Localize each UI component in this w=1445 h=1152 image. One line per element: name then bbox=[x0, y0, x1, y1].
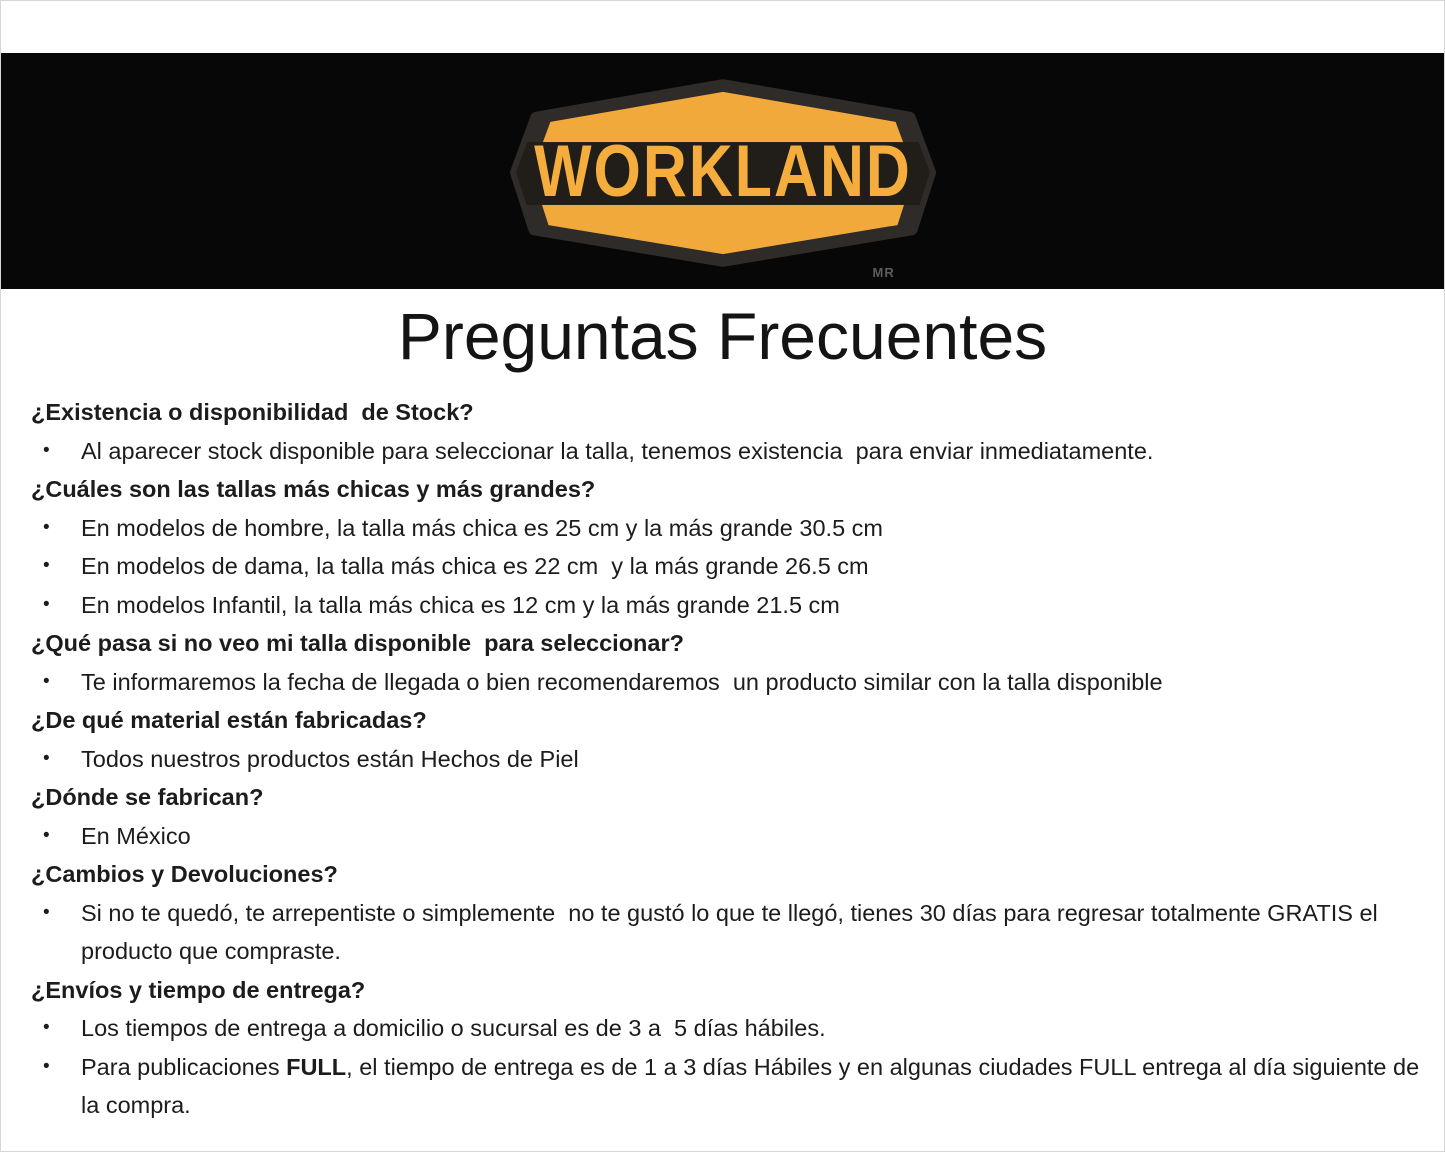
answer-text: Todos nuestros productos están Hechos de Piel bbox=[81, 745, 579, 772]
faq-answer bbox=[31, 740, 1423, 779]
faq-answer bbox=[31, 1048, 1426, 1125]
bullet-icon: • bbox=[43, 555, 50, 576]
faq-answer bbox=[31, 663, 1423, 702]
answer-text: Te informaremos la fecha de llegada o bien recomendaremos un producto similar con la talla disponible bbox=[81, 668, 1163, 695]
bullet-icon: • bbox=[43, 516, 50, 538]
faq-answer bbox=[31, 817, 1423, 856]
faq-question: ¿Dónde se fabrican? bbox=[31, 784, 264, 810]
bullet-icon: • bbox=[43, 1017, 50, 1038]
faq-answer bbox=[31, 547, 1423, 586]
trademark-label: MR bbox=[872, 265, 895, 280]
faq-question: ¿Cuáles son las tallas más chicas y más grandes? bbox=[31, 476, 596, 502]
answer-text: Si no te quedó, te arrepentiste o simplemente no te gustó lo que te llegó, tienes 30 días para regresar totalmente GRATIS el producto que compraste. bbox=[81, 899, 1385, 964]
answer-text: , el tiempo de entrega es de 1 a 3 días Hábiles y en algunas ciudades FULL entrega al día siguiente de la compra. bbox=[81, 1053, 1426, 1118]
brand-wordmark: WORKLAND bbox=[533, 131, 912, 213]
faq-list bbox=[31, 393, 1426, 1125]
bullet-icon: • bbox=[43, 593, 50, 615]
faq-question: ¿Qué pasa si no veo mi talla disponible para seleccionar? bbox=[31, 630, 684, 656]
bullet-icon: • bbox=[43, 747, 50, 769]
faq-answer bbox=[31, 432, 1423, 471]
faq-question: ¿Envíos y tiempo de entrega? bbox=[31, 976, 366, 1003]
answer-text: Para publicaciones bbox=[81, 1053, 287, 1080]
top-white-strip bbox=[1, 1, 1444, 53]
answer-text: En modelos de hombre, la talla más chica es 25 cm y la más grande 30.5 cm bbox=[81, 514, 883, 541]
faq-question: ¿Cambios y Devoluciones? bbox=[31, 861, 338, 887]
answer-text: En modelos de dama, la talla más chica es 22 cm y la más grande 26.5 cm bbox=[81, 553, 869, 579]
faq-answer bbox=[31, 586, 1423, 625]
bullet-icon: • bbox=[43, 670, 50, 692]
workland-badge-icon bbox=[508, 79, 938, 267]
faq-question: ¿De qué material están fabricadas? bbox=[31, 707, 427, 733]
answer-text: Al aparecer stock disponible para seleccionar la talla, tenemos existencia para enviar inmediatamente. bbox=[81, 437, 1154, 464]
faq-answer bbox=[31, 1009, 1423, 1048]
answer-text: En modelos Infantil, la talla más chica es 12 cm y la más grande 21.5 cm bbox=[81, 591, 840, 618]
bullet-icon: • bbox=[43, 901, 50, 923]
faq-answer bbox=[31, 509, 1423, 548]
answer-text-bold: FULL bbox=[286, 1053, 347, 1080]
logo-band bbox=[1, 53, 1444, 289]
faq-question: ¿Existencia o disponibilidad de Stock? bbox=[31, 399, 474, 425]
bullet-icon: • bbox=[43, 1055, 50, 1077]
bullet-icon: • bbox=[43, 439, 50, 461]
page-title: Preguntas Frecuentes bbox=[397, 299, 1048, 373]
answer-text: En México bbox=[81, 822, 191, 849]
bullet-icon: • bbox=[43, 824, 50, 846]
answer-text: Los tiempos de entrega a domicilio o sucursal es de 3 a 5 días hábiles. bbox=[81, 1015, 826, 1041]
workland-logo bbox=[508, 79, 938, 280]
faq-answer bbox=[31, 894, 1423, 971]
